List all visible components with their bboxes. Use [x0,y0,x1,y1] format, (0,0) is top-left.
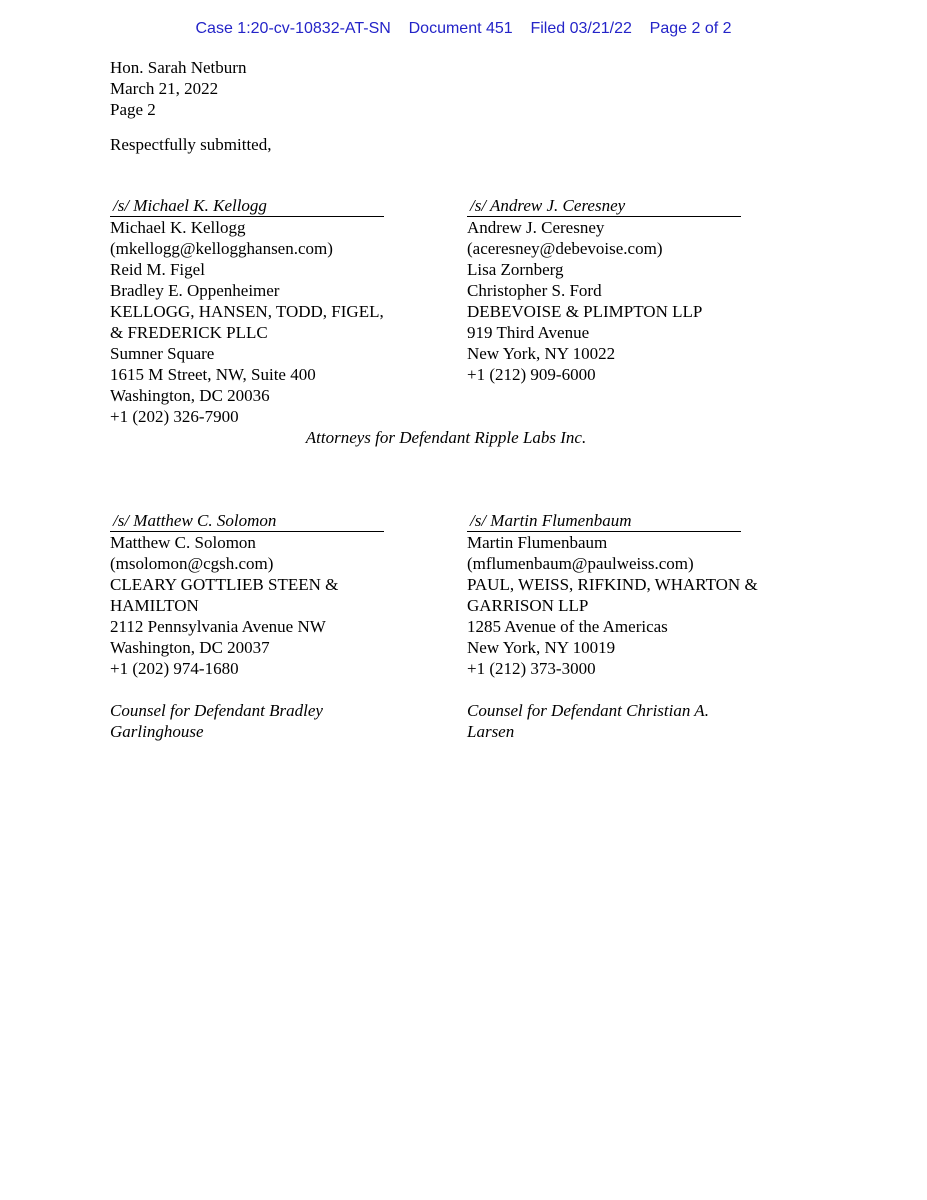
signature-line-kellogg: /s/ Michael K. Kellogg [110,195,384,217]
firm-name: GARRISON LLP [467,596,589,615]
firm-address: Sumner Square [110,344,215,363]
firm-phone: +1 (202) 326-7900 [110,407,239,426]
attorney-name: Andrew J. Ceresney [467,218,605,237]
firm-phone: +1 (212) 373-3000 [467,659,596,678]
salutation-date: March 21, 2022 [110,79,219,98]
signature-line-solomon: /s/ Matthew C. Solomon [110,510,384,532]
caption-line: Larsen [467,722,515,741]
firm-name: KELLOGG, HANSEN, TODD, FIGEL, [110,302,384,321]
firm-name: HAMILTON [110,596,199,615]
document-content [110,57,782,742]
attorney-name: Matthew C. Solomon [110,533,256,552]
firm-address: Washington, DC 20037 [110,638,270,657]
attorney-name: Christopher S. Ford [467,281,602,300]
ripple-counsel-caption: Attorneys for Defendant Ripple Labs Inc. [305,428,587,447]
signature-section [110,195,782,742]
attorney-name: Bradley E. Oppenheimer [110,281,280,300]
attorney-email: (mkellogg@kellogghansen.com) [110,239,333,258]
attorney-name: Michael K. Kellogg [110,218,246,237]
case-header: Case 1:20-cv-10832-AT-SN Document 451 Filed 03/21/22 Page 2 of 2 [195,20,732,37]
signature-line-flumenbaum: /s/ Martin Flumenbaum [467,510,741,532]
attorney-email: (aceresney@debevoise.com) [467,239,663,258]
attorney-name: Martin Flumenbaum [467,533,608,552]
signature-row-2 [110,510,782,742]
attorney-name: Lisa Zornberg [467,260,564,279]
attorney-name: Reid M. Figel [110,260,205,279]
firm-address: 1615 M Street, NW, Suite 400 [110,365,316,384]
firm-phone: +1 (202) 974-1680 [110,659,239,678]
firm-name: DEBEVOISE & PLIMPTON LLP [467,302,703,321]
attorney-email: (mflumenbaum@paulweiss.com) [467,554,694,573]
larsen-counsel-caption [467,700,782,742]
signature-row-1 [110,195,782,427]
firm-address: 919 Third Avenue [467,323,590,342]
signature-block-flumenbaum [467,510,782,742]
firm-address: Washington, DC 20036 [110,386,270,405]
salutation-block [110,57,782,120]
signature-block-kellogg [110,195,467,427]
firm-name: PAUL, WEISS, RIFKIND, WHARTON & [467,575,758,594]
firm-name: CLEARY GOTTLIEB STEEN & [110,575,339,594]
firm-address: 1285 Avenue of the Americas [467,617,668,636]
signature-block-solomon [110,510,467,742]
attorney-email: (msolomon@cgsh.com) [110,554,274,573]
signature-block-ceresney [467,195,782,427]
salutation-recipient: Hon. Sarah Netburn [110,58,247,77]
firm-name: & FREDERICK PLLC [110,323,268,342]
respectfully-submitted-line: Respectfully submitted, [110,135,272,154]
firm-address: 2112 Pennsylvania Avenue NW [110,617,326,636]
firm-phone: +1 (212) 909-6000 [467,365,596,384]
caption-line: Counsel for Defendant Bradley [110,701,323,720]
caption-line: Garlinghouse [110,722,204,741]
salutation-page-number: Page 2 [110,100,156,119]
firm-address: New York, NY 10022 [467,344,616,363]
garlinghouse-counsel-caption [110,700,467,742]
caption-line: Counsel for Defendant Christian A. [467,701,709,720]
firm-address: New York, NY 10019 [467,638,616,657]
signature-line-ceresney: /s/ Andrew J. Ceresney [467,195,741,217]
